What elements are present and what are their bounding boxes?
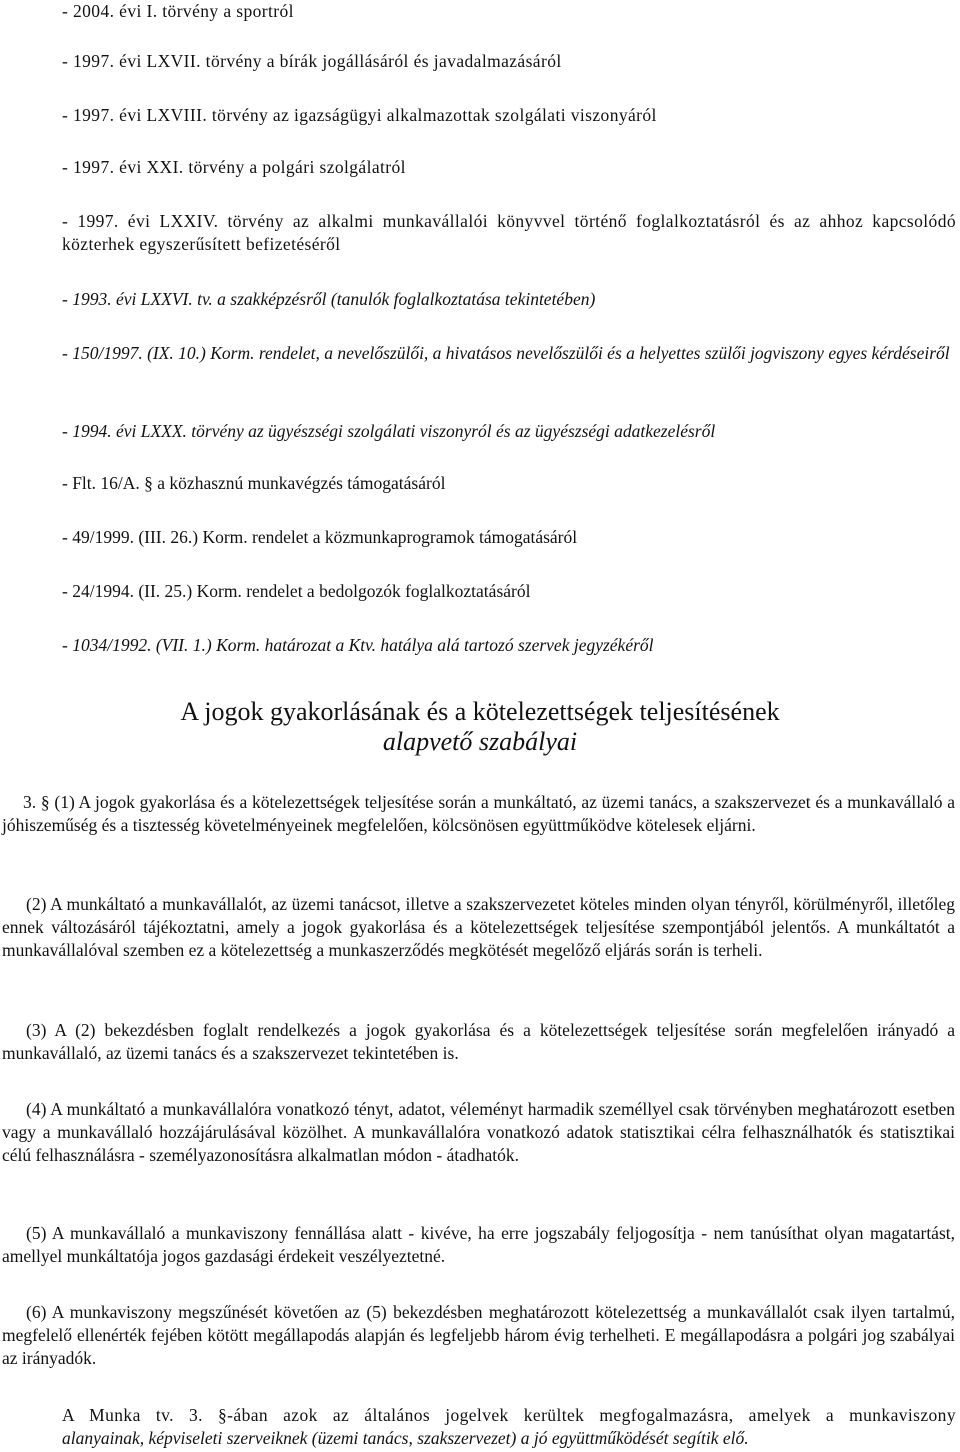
- section-heading: [0, 697, 960, 757]
- list-item: - Flt. 16/A. § a közhasznú munkavégzés támogatásáról: [62, 473, 446, 493]
- list-item: - 1994. évi LXXX. törvény az ügyészségi szolgálati viszonyról és az ügyészségi adatkezelésről: [62, 421, 716, 441]
- note-lead: A Munka tv. 3. §-ában azok az általános jogelvek kerültek megfogalmazásra, amelyek a munkaviszony: [62, 1405, 956, 1425]
- list-item: - 1034/1992. (VII. 1.) Korm. határozat a Ktv. hatálya alá tartozó szervek jegyzékéről: [62, 635, 654, 655]
- list-item: - 1997. évi LXVIII. törvény az igazságügyi alkalmazottak szolgálati viszonyáról: [62, 105, 657, 125]
- paragraph-2: (2) A munkáltató a munkavállalót, az üzemi tanácsot, illetve a szakszervezetet köteles minden olyan tényről, körülményről, illetőleg ennek változásáról tájékoztatni, amely a jogok gyakorlása és a kötelezettségek teljesítése szempontjából jelentős. A munkáltatót a munkavállalóval szemben ez a kötelezettség a munkaszerződés megkötését megelőző eljárás során is terheli.: [2, 894, 955, 960]
- paragraph-6: (6) A munkaviszony megszűnését követően az (5) bekezdésben meghatározott kötelezettség a munkavállalót csak ilyen tartalmú, megfelelő ellenérték fejében kötött megállapodás alapján és legfeljebb három évig terhelheti. E megállapodásra a polgári jog szabályai az irányadók.: [2, 1302, 955, 1368]
- list-item: - 1997. évi LXXIV. törvény az alkalmi munkavállalói könyvvel történő foglalkoztatásról és az ahhoz kapcsolódó közterhek egyszerűsített befizetéséről: [62, 211, 956, 254]
- list-item: - 49/1999. (III. 26.) Korm. rendelet a közmunkaprogramok támogatásáról: [62, 527, 578, 547]
- paragraph-4: (4) A munkáltató a munkavállalóra vonatkozó tényt, adatot, véleményt harmadik személlyel csak törvényben meghatározott esetben vagy a munkavállaló hozzájárulásával közölhet. A munkavállalóra vonatkozó adatok statisztikai célra felhasználhatók és statisztikai célú felhasználásra - személyazonosításra alkalmatlan módon - átadhatók.: [2, 1099, 955, 1165]
- note: [62, 1404, 956, 1450]
- section-heading-line1: A jogok gyakorlásának és a kötelezettségek teljesítésének: [180, 697, 780, 726]
- list-item: - 24/1994. (II. 25.) Korm. rendelet a bedolgozók foglalkoztatásáról: [62, 581, 531, 601]
- list-item: - 2004. évi I. törvény a sportról: [62, 1, 294, 21]
- note-tail: alanyainak, képviseleti szerveiknek (üzemi tanács, szakszervezet) a jó együttműködését segítik elő.: [62, 1428, 749, 1448]
- paragraph-3: (3) A (2) bekezdésben foglalt rendelkezés a jogok gyakorlása és a kötelezettségek teljesítése során megfelelően irányadó a munkavállaló, az üzemi tanács és a szakszervezet tekintetében is.: [2, 1020, 955, 1063]
- section-heading-line2: alapvető szabályai: [382, 727, 578, 756]
- list-item: - 150/1997. (IX. 10.) Korm. rendelet, a nevelőszülői, a hivatásos nevelőszülői és a helyettes szülői jogviszony egyes kérdéseiről: [62, 343, 950, 363]
- list-item: - 1997. évi LXVII. törvény a bírák jogállásáról és javadalmazásáról: [62, 51, 562, 71]
- paragraph-1: 3. § (1) A jogok gyakorlása és a kötelezettségek teljesítése során a munkáltató, az üzemi tanács, a szakszervezet és a munkavállaló a jóhiszeműség és a tisztesség követelményeinek megfelelően, kölcsönösen együttműködve kötelesek eljárni.: [2, 792, 955, 835]
- list-item: - 1997. évi XXI. törvény a polgári szolgálatról: [62, 157, 406, 177]
- list-item: - 1993. évi LXXVI. tv. a szakképzésről (tanulók foglalkoztatása tekintetében): [62, 289, 596, 309]
- paragraph-5: (5) A munkavállaló a munkaviszony fennállása alatt - kivéve, ha erre jogszabály feljogosítja - nem tanúsíthat olyan magatartást, amellyel munkáltatója jogos gazdasági érdekeit veszélyeztetné.: [2, 1223, 955, 1266]
